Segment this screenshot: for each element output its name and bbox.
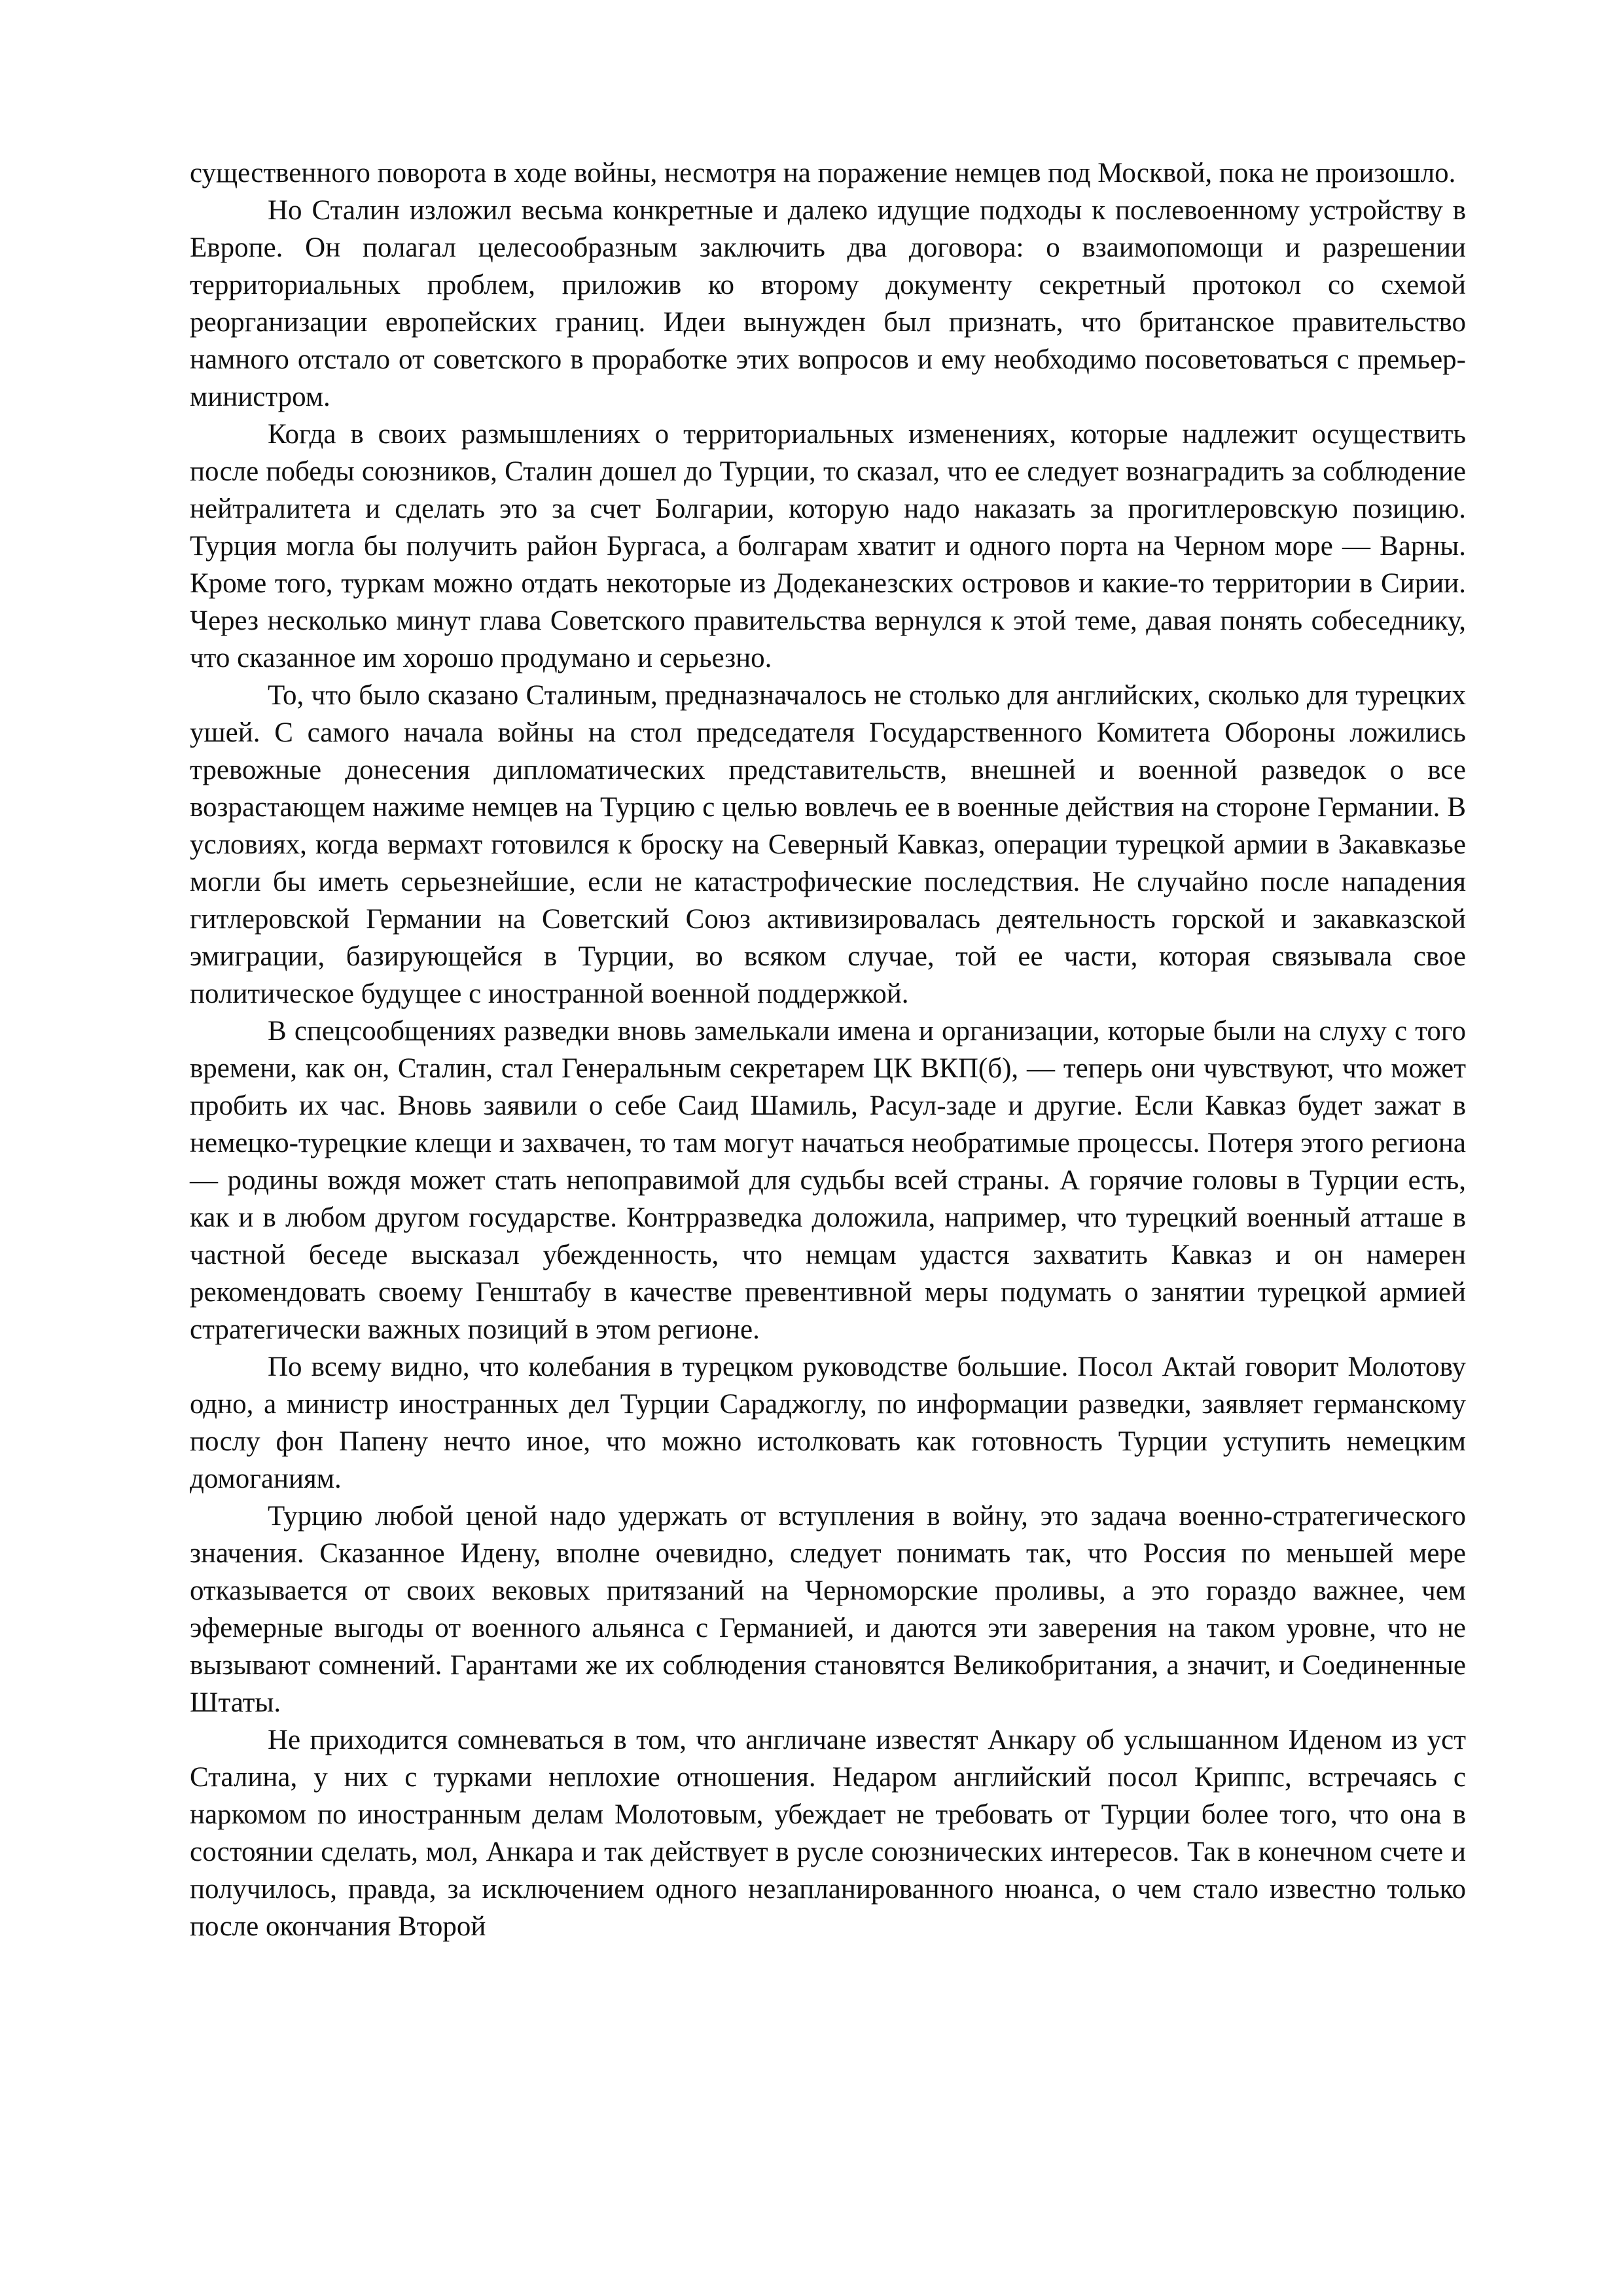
paragraph-8: Не приходится сомневаться в том, что англичане известят Анкару об услышанном Иденом из уст Сталина, у них с турками неплохие отношения. Недаром английский посол Криппс, встречаясь с наркомом по иностранным делам Молотовым, убеждает не требовать от Турции более того, что она в состоянии сделать, мол, Анкара и так действует в русле союзнических интересов. Так в конечном счете и получилось, правда, за исключением одного незапланированного нюанса, о чем стало известно только после окончания Второй: [190, 1725, 1466, 1942]
paragraph-6: По всему видно, что колебания в турецком руководстве большие. Посол Актай говорит Молотову одно, а министр иностранных дел Турции Сараджоглу, по информации разведки, заявляет германскому послу фон Папену нечто иное, что можно истолковать как готовность Турции уступить немецким домоганиям.: [190, 1352, 1466, 1494]
paragraph-1: существенного поворота в ходе войны, несмотря на поражение немцев под Москвой, пока не произошло.: [190, 158, 1456, 188]
paragraph-4: То, что было сказано Сталиным, предназначалось не столько для английских, сколько для турецких ушей. С самого начала войны на стол председателя Государственного Комитета Обороны ложились тревожные донесения дипломатических представительств, внешней и военной разведок о все возрастающем нажиме немцев на Турцию с целью вовлечь ее в военные действия на стороне Германии. В условиях, когда вермахт готовился к броску на Северный Кавказ, операции турецкой армии в Закавказье могли бы иметь серьезнейшие, если не катастрофические последствия. Не случайно после нападения гитлеровской Германии на Советский Союз активизировалась деятельность горской и закавказской эмиграции, базирующейся в Турции, во всяком случае, той ее части, которая связывала свое политическое будущее с иностранной военной поддержкой.: [190, 680, 1466, 1009]
paragraph-2: Но Сталин изложил весьма конкретные и далеко идущие подходы к послевоенному устройству в Европе. Он полагал целесообразным заключить два договора: о взаимопомощи и разрешении территориальных проблем, приложив ко второму документу секретный протокол со схемой реорганизации европейских границ. Идеи вынужден был признать, что британское правительство намного отстало от советского в проработке этих вопросов и ему необходимо посоветоваться с премьер-министром.: [190, 195, 1466, 412]
document-page: [190, 154, 1466, 1945]
paragraph-5: В спецсообщениях разведки вновь замелькали имена и организации, которые были на слуху с того времени, как он, Сталин, стал Генеральным секретарем ЦК ВКП(б), — теперь они чувствуют, что может пробить их час. Вновь заявили о себе Саид Шамиль, Расул-заде и другие. Если Кавказ будет зажат в немецко-турецкие клещи и захвачен, то там могут начаться необратимые процессы. Потеря этого региона — родины вождя может стать непоправимой для судьбы всей страны. А горячие головы в Турции есть, как и в любом другом государстве. Контрразведка доложила, например, что турецкий военный атташе в частной беседе высказал убежденность, что немцам удастся захватить Кавказ и он намерен рекомендовать своему Генштабу в качестве превентивной меры подумать о занятии турецкой армией стратегически важных позиций в этом регионе.: [190, 1016, 1466, 1345]
paragraph-3: Когда в своих размышлениях о территориальных изменениях, которые надлежит осуществить после победы союзников, Сталин дошел до Турции, то сказал, что ее следует вознаградить за соблюдение нейтралитета и сделать это за счет Болгарии, которую надо наказать за прогитлеровскую позицию. Турция могла бы получить район Бургаса, а болгарам хватит и одного порта на Черном море — Варны. Кроме того, туркам можно отдать некоторые из Додеканезских островов и какие-то территории в Сирии. Через несколько минут глава Советского правительства вернулся к этой теме, давая понять собеседнику, что сказанное им хорошо продумано и серьезно.: [190, 419, 1466, 673]
paragraph-7: Турцию любой ценой надо удержать от вступления в войну, это задача военно-стратегического значения. Сказанное Идену, вполне очевидно, следует понимать так, что Россия по меньшей мере отказывается от своих вековых притязаний на Черноморские проливы, а это гораздо важнее, чем эфемерные выгоды от военного альянса с Германией, и даются эти заверения на таком уровне, что не вызывают сомнений. Гарантами же их соблюдения становятся Великобритания, а значит, и Соединенные Штаты.: [190, 1501, 1466, 1718]
